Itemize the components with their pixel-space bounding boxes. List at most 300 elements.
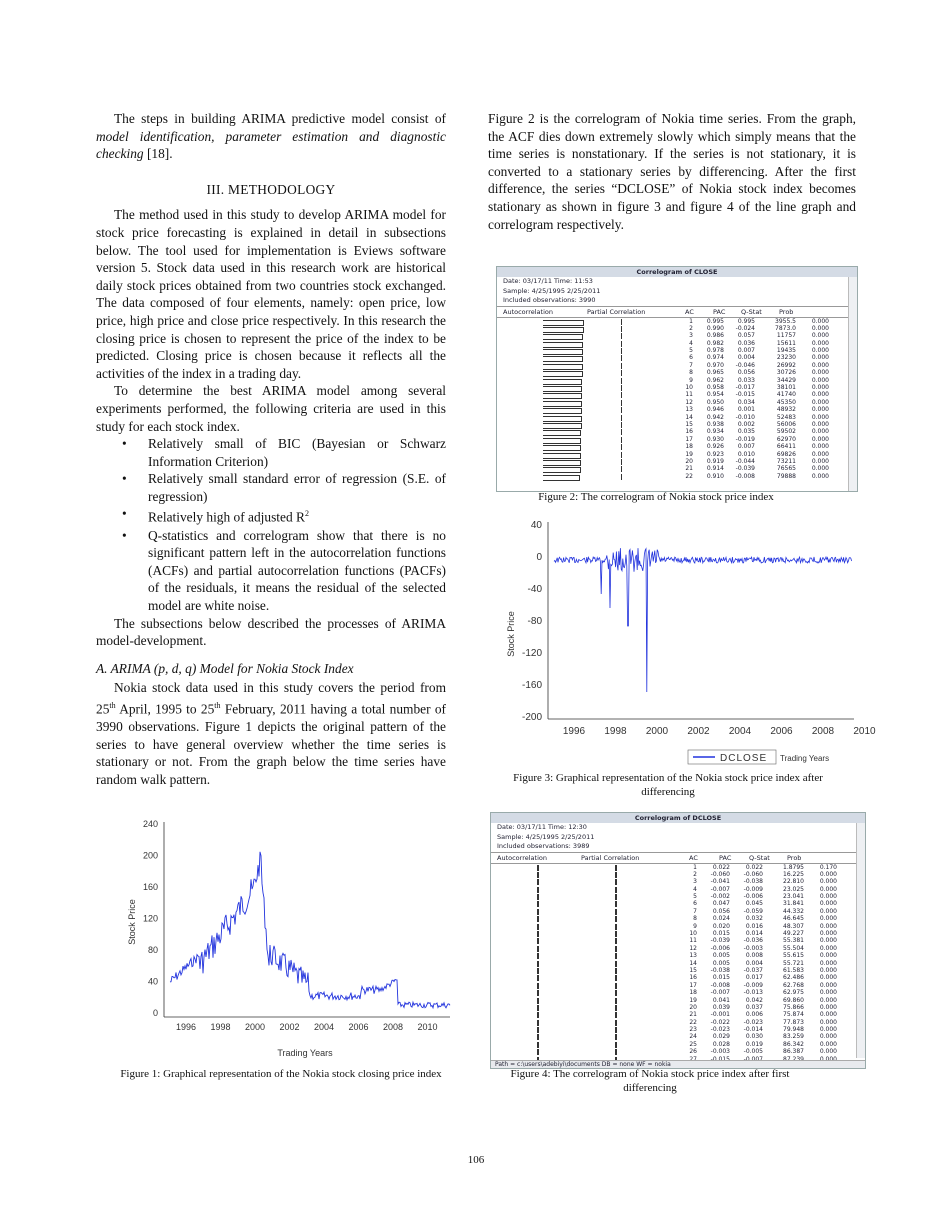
table-cell: -0.041 (710, 878, 730, 886)
table-row (497, 354, 857, 361)
table-cell: 13 (685, 406, 693, 414)
table-cell: 0.995 (737, 317, 755, 325)
table-cell: 0.022 (712, 863, 730, 871)
ac-bar (491, 871, 575, 878)
table-cell: 0.000 (819, 944, 837, 952)
fig3-xtick-label: 2000 (645, 726, 669, 737)
table-cell: 0.034 (737, 398, 755, 406)
table-cell: 0.942 (706, 413, 724, 421)
pac-bar (575, 864, 683, 871)
section-heading: III. METHODOLOGY (206, 181, 336, 197)
table-cell: 0.000 (819, 989, 837, 997)
fig3-ytick-label: 40 (530, 520, 542, 531)
pac-bar (581, 421, 679, 428)
fig1-xtick-label: 2008 (382, 1022, 404, 1032)
ac-bar (491, 1011, 575, 1018)
table-cell: 61.583 (783, 966, 804, 974)
fig1-ytick-label: 240 (142, 819, 158, 829)
table-cell: 86.387 (783, 1048, 804, 1056)
table-cell: 4 (689, 339, 693, 347)
table-cell: -0.059 (743, 907, 763, 915)
table-cell: -0.003 (743, 944, 763, 952)
table-row (497, 347, 857, 354)
fig3-ytick-label: -200 (521, 712, 542, 723)
table-cell: 0.000 (819, 952, 837, 960)
table-cell: -0.006 (710, 944, 730, 952)
table-cell: -0.046 (735, 361, 755, 369)
fig4-column-header: Autocorrelation Partial Correlation AC PAC Q-Stat Prob (491, 852, 865, 864)
table-row (497, 458, 857, 465)
para-subsections: The subsections below described the processes of ARIMA model-development. (96, 615, 446, 649)
fig1-ytick-label: 160 (142, 882, 158, 892)
ac-bar (497, 332, 581, 339)
table-cell: 11 (689, 937, 697, 945)
table-cell: -0.019 (735, 435, 755, 443)
list-item: • Relatively small standard error of regression (S.E. of regression) (148, 470, 446, 505)
pac-bar (575, 1026, 683, 1033)
table-cell: 0.014 (745, 930, 763, 938)
table-cell: 9 (693, 922, 697, 930)
fig1-xtick-label: 1998 (210, 1022, 231, 1032)
table-cell: 62.486 (783, 974, 804, 982)
fig1-axes (164, 822, 450, 1017)
table-row (491, 900, 865, 907)
ac-bar (497, 421, 581, 428)
ac-bar (491, 893, 575, 900)
fig1-xtick-label: 1996 (175, 1022, 197, 1032)
table-cell: 3 (689, 332, 693, 340)
table-cell: 15 (685, 420, 693, 428)
table-cell: 9 (689, 376, 693, 384)
table-cell: 2 (689, 324, 693, 332)
table-row (491, 945, 865, 952)
table-cell: 55.615 (783, 952, 804, 960)
table-cell: -0.007 (710, 885, 730, 893)
pac-bar (575, 1041, 683, 1048)
ac-bar (491, 1041, 575, 1048)
table-row (491, 1004, 865, 1011)
table-cell: 14 (685, 413, 693, 421)
list-item: • Relatively high of adjusted $R^2$ (148, 505, 446, 526)
table-row (497, 325, 857, 332)
table-cell: 0.910 (706, 472, 724, 480)
table-cell: 0.982 (706, 339, 724, 347)
ac-bar (491, 864, 575, 871)
table-cell: 0.004 (737, 354, 755, 362)
table-row (497, 414, 857, 421)
pac-bar (575, 886, 683, 893)
table-row (491, 864, 865, 871)
table-cell: 26992 (776, 361, 796, 369)
table-cell: 30726 (776, 369, 796, 377)
table-row (491, 915, 865, 922)
table-cell: -0.060 (710, 870, 730, 878)
fig3-xtick-label: 2002 (687, 726, 710, 737)
fig3-series-line (554, 548, 852, 692)
table-cell: 45350 (776, 398, 796, 406)
fig3-xtick-label: 2010 (853, 726, 876, 737)
table-row (497, 443, 857, 450)
table-cell: 0.008 (745, 952, 763, 960)
table-cell: 0.000 (811, 435, 829, 443)
table-cell: -0.023 (743, 1018, 763, 1026)
table-cell: 0.950 (706, 398, 724, 406)
table-cell: -0.024 (735, 324, 755, 332)
table-cell: 4 (693, 885, 697, 893)
table-cell: 0.000 (811, 369, 829, 377)
table-cell: 1.8795 (783, 863, 804, 871)
table-cell: 0.000 (811, 332, 829, 340)
fig3-ytick-label: -80 (527, 616, 542, 627)
table-cell: 0.930 (706, 435, 724, 443)
fig1-xlabel: Trading Years (277, 1048, 333, 1058)
table-cell: 0.000 (819, 878, 837, 886)
table-cell: 0.965 (706, 369, 724, 377)
ac-bar (497, 465, 581, 472)
table-cell: 7 (689, 361, 693, 369)
table-cell: 0.056 (712, 907, 730, 915)
table-cell: 0.002 (737, 420, 755, 428)
ac-bar (497, 436, 581, 443)
table-cell: 0.000 (819, 922, 837, 930)
table-cell: 0.938 (706, 420, 724, 428)
table-cell: 79.948 (783, 1026, 804, 1034)
table-cell: 3955.5 (775, 317, 796, 325)
pac-bar (581, 362, 679, 369)
table-cell: 23.041 (783, 893, 804, 901)
table-cell: -0.008 (710, 981, 730, 989)
table-cell: 0.974 (706, 354, 724, 362)
pac-bar (581, 369, 679, 376)
ac-bar (497, 406, 581, 413)
table-cell: 21 (685, 465, 693, 473)
pac-bar (581, 406, 679, 413)
fig3-legend-label: DCLOSE (720, 753, 768, 764)
table-cell: 10 (685, 384, 693, 392)
fig3-ytick-label: -40 (527, 584, 542, 595)
fig1-series-line (170, 852, 450, 1008)
table-row (491, 1033, 865, 1040)
fig3-xtick-label: 1998 (604, 726, 627, 737)
table-cell: 18 (689, 989, 697, 997)
table-cell: 22.810 (783, 878, 804, 886)
table-cell: 0.032 (745, 915, 763, 923)
table-cell: 0.919 (706, 457, 724, 465)
ac-bar (491, 1048, 575, 1055)
table-cell: 86.342 (783, 1040, 804, 1048)
table-row (497, 318, 857, 325)
figure-4-caption: Figure 4: The correlogram of Nokia stock price index after first differencing (510, 1068, 790, 1094)
table-row (491, 923, 865, 930)
table-cell: 0.000 (811, 443, 829, 451)
para-steps: The steps in building ARIMA predictive model consist of model identification, parameter estimation and diagnostic checking [18]. (96, 111, 446, 162)
table-cell: 0.000 (819, 966, 837, 974)
table-row (497, 473, 857, 480)
table-cell: 0.029 (712, 1033, 730, 1041)
fig2-sample: Sample: 4/25/1995 2/25/2011 (503, 286, 601, 295)
table-cell: 48.307 (783, 922, 804, 930)
table-cell: 0.000 (811, 406, 829, 414)
table-cell: 77.873 (783, 1018, 804, 1026)
pac-bar (581, 391, 679, 398)
table-row (497, 399, 857, 406)
table-row (497, 465, 857, 472)
table-cell: 0.028 (712, 1040, 730, 1048)
fig1-ytick-label: 40 (147, 976, 158, 987)
pac-bar (575, 974, 683, 981)
table-cell: 66411 (776, 443, 796, 451)
table-cell: 79888 (776, 472, 796, 480)
figure-1-caption: Figure 1: Graphical representation of the Nokia stock closing price index (120, 1068, 442, 1080)
table-row (491, 878, 865, 885)
para-method: The method used in this study to develop ARIMA model for stock price forecasting is explained in detail in subsections below. The tool used for implementation is Eviews software version 5. Stock data used in this research work are historical daily stock prices obtained from two countries stock exchanged. The data composed of four elements, namely: open price, low price, high price and close price respectively. In this research the closing price is chosen to represent the price of the index to be predicted. Closing price is chosen because it reflects all the activities of the index in a trading day. (96, 207, 446, 381)
right-column (488, 110, 856, 233)
table-cell: 0.030 (745, 1033, 763, 1041)
ac-bar (491, 900, 575, 907)
table-cell: 0.946 (706, 406, 724, 414)
table-cell: 0.926 (706, 443, 724, 451)
para-criteria: To determine the best ARIMA model among several experiments performed, the following criteria are used in this study for each stock index. (96, 383, 446, 434)
table-cell: 48932 (776, 406, 796, 414)
table-cell: -0.014 (743, 1026, 763, 1034)
table-cell: 20 (685, 457, 693, 465)
table-cell: -0.005 (743, 1048, 763, 1056)
table-cell: -0.038 (710, 966, 730, 974)
table-cell: 19 (689, 996, 697, 1004)
scrollbar[interactable] (856, 823, 865, 1058)
table-cell: 0.036 (737, 339, 755, 347)
ac-bar (497, 399, 581, 406)
ac-bar (491, 967, 575, 974)
pac-bar (581, 347, 679, 354)
table-cell: 0.000 (811, 450, 829, 458)
table-cell: 0.990 (706, 324, 724, 332)
para-correlogram: Figure 2 is the correlogram of Nokia time series. From the graph, the ACF dies down extremely slowly which simply means that the time series is nonstationary. If the series is not stationary, it is converted to a stationary series by differencing. After the first difference, the series “DCLOSE” of Nokia stock index becomes stationary as shown in figure 3 and figure 4 of the line graph and correlogram respectively. (488, 111, 856, 232)
pac-bar (575, 1011, 683, 1018)
table-cell: 73211 (776, 457, 796, 465)
table-cell: 49.227 (783, 930, 804, 938)
table-cell: 0.000 (819, 930, 837, 938)
table-cell: 17 (689, 981, 697, 989)
table-cell: -0.015 (735, 391, 755, 399)
ac-bar (497, 340, 581, 347)
pac-bar (581, 340, 679, 347)
ac-bar (497, 458, 581, 465)
table-cell: 44.332 (783, 907, 804, 915)
table-row (491, 952, 865, 959)
table-cell: -0.017 (735, 384, 755, 392)
table-cell: 0.007 (737, 443, 755, 451)
table-cell: -0.006 (743, 893, 763, 901)
figure-3-chart (496, 514, 876, 772)
table-cell: 69826 (776, 450, 796, 458)
table-row (497, 332, 857, 339)
pac-bar (575, 900, 683, 907)
fig1-xtick-label: 2002 (279, 1022, 300, 1032)
pac-bar (581, 377, 679, 384)
table-cell: 55.721 (783, 959, 804, 967)
table-cell: 0.986 (706, 332, 724, 340)
table-cell: 0.042 (745, 996, 763, 1004)
fig3-ytick-label: 0 (536, 552, 542, 563)
page-number: 106 (467, 1154, 485, 1166)
table-cell: 12 (689, 944, 697, 952)
ac-bar (491, 982, 575, 989)
table-cell: 0.006 (745, 1011, 763, 1019)
table-cell: 22 (685, 472, 693, 480)
table-cell: 0.934 (706, 428, 724, 436)
table-cell: 16 (685, 428, 693, 436)
pac-bar (575, 871, 683, 878)
table-cell: 0.000 (819, 1040, 837, 1048)
fig2-column-header: Autocorrelation Partial Correlation AC PAC Q-Stat Prob (497, 306, 857, 318)
table-cell: 6 (689, 354, 693, 362)
table-row (497, 362, 857, 369)
table-row (497, 391, 857, 398)
figure-2-correlogram (496, 266, 858, 492)
table-row (497, 421, 857, 428)
fig1-ytick-label: 80 (147, 945, 158, 955)
fig4-date: Date: 03/17/11 Time: 12:30 (497, 823, 587, 831)
table-cell: 0.000 (819, 1048, 837, 1056)
table-cell: -0.023 (710, 1026, 730, 1034)
pac-bar (575, 937, 683, 944)
table-cell: 0.000 (811, 391, 829, 399)
table-cell: 0.000 (819, 996, 837, 1004)
fig1-xtick-label: 2004 (313, 1022, 335, 1032)
table-row (491, 1019, 865, 1026)
table-cell: 11 (685, 391, 693, 399)
fig3-xlabel: Trading Years (780, 754, 830, 763)
ac-bar (497, 347, 581, 354)
figure-3-caption: Figure 3: Graphical representation of the Nokia stock price index after differencing (513, 772, 823, 798)
pac-bar (581, 332, 679, 339)
table-row (491, 967, 865, 974)
table-cell: 8 (693, 915, 697, 923)
table-row (491, 893, 865, 900)
table-cell: 46.645 (783, 915, 804, 923)
subsection-heading: A. ARIMA (p, d, q) Model for Nokia Stock Index (96, 660, 354, 676)
table-cell: 0.022 (745, 863, 763, 871)
table-cell: 0.041 (712, 996, 730, 1004)
fig1-xtick-label: 2006 (348, 1022, 369, 1032)
table-cell: -0.007 (710, 989, 730, 997)
table-row (491, 974, 865, 981)
table-cell: 0.020 (712, 922, 730, 930)
table-cell: 0.000 (811, 472, 829, 480)
criteria-list (96, 435, 446, 614)
fig2-rows (497, 318, 857, 481)
pac-bar (581, 428, 679, 435)
table-row (491, 930, 865, 937)
fig3-ytick-label: -120 (521, 648, 542, 659)
fig4-sample: Sample: 4/25/1995 2/25/2011 (497, 832, 595, 841)
table-cell: 0.033 (737, 376, 755, 384)
table-row (497, 451, 857, 458)
table-cell: 34429 (776, 376, 796, 384)
table-cell: 69.860 (783, 996, 804, 1004)
table-row (491, 982, 865, 989)
ac-bar (497, 451, 581, 458)
table-cell: 0.000 (811, 347, 829, 355)
fig1-ytick-label: 120 (142, 913, 158, 924)
table-cell: 0.000 (811, 384, 829, 392)
table-cell: 21 (689, 1011, 697, 1019)
table-cell: 0.004 (745, 959, 763, 967)
table-cell: 75.874 (783, 1011, 804, 1019)
table-cell: 3 (693, 878, 697, 886)
table-row (497, 377, 857, 384)
table-cell: 18 (685, 443, 693, 451)
figure-2-caption: Figure 2: The correlogram of Nokia stock price index (538, 491, 774, 503)
table-cell: 25 (689, 1040, 697, 1048)
ac-bar (491, 923, 575, 930)
fig2-obs: Included observations: 3990 (503, 296, 596, 304)
fig4-path-bar: Path = c:\users\adebiyi\documents DB = none WF = nokia (491, 1060, 865, 1068)
table-cell: 0.170 (819, 863, 837, 871)
ac-bar (497, 391, 581, 398)
fig1-ytick-label: 0 (152, 1008, 158, 1018)
table-cell: 0.000 (819, 1011, 837, 1019)
table-cell: -0.044 (735, 457, 755, 465)
pac-bar (581, 451, 679, 458)
table-cell: 0.000 (811, 376, 829, 384)
table-cell: 41740 (776, 391, 796, 399)
pac-bar (581, 436, 679, 443)
table-row (491, 997, 865, 1004)
table-cell: 0.000 (819, 981, 837, 989)
pac-bar (575, 915, 683, 922)
table-cell: 10 (689, 930, 697, 938)
table-cell: -0.001 (710, 1011, 730, 1019)
table-cell: 0.015 (712, 930, 730, 938)
table-row (491, 1026, 865, 1033)
ac-bar (491, 974, 575, 981)
pac-bar (575, 945, 683, 952)
table-row (491, 908, 865, 915)
figure-1-chart (120, 812, 460, 1068)
scrollbar[interactable] (848, 277, 857, 491)
pac-bar (575, 1019, 683, 1026)
table-cell: 0.035 (737, 428, 755, 436)
table-cell: 16 (689, 974, 697, 982)
ac-bar (497, 414, 581, 421)
pac-bar (581, 325, 679, 332)
table-cell: -0.003 (710, 1048, 730, 1056)
list-item: • Relatively small of BIC (Bayesian or Schwarz Information Criterion) (148, 435, 446, 470)
pac-bar (575, 923, 683, 930)
pac-bar (581, 414, 679, 421)
table-cell: 14 (689, 959, 697, 967)
fig3-xtick-label: 2006 (770, 726, 793, 737)
table-cell: 0.923 (706, 450, 724, 458)
pac-bar (581, 318, 679, 325)
ac-bar (491, 989, 575, 996)
ac-bar (491, 915, 575, 922)
table-cell: 0.000 (819, 893, 837, 901)
table-cell: 75.866 (783, 1003, 804, 1011)
table-row (491, 886, 865, 893)
table-cell: 22 (689, 1018, 697, 1026)
pac-bar (575, 1048, 683, 1055)
table-row (497, 384, 857, 391)
table-cell: 0.045 (745, 900, 763, 908)
pac-bar (581, 458, 679, 465)
table-cell: 19 (685, 450, 693, 458)
table-cell: 2 (693, 870, 697, 878)
table-cell: -0.060 (743, 870, 763, 878)
ac-bar (491, 1033, 575, 1040)
